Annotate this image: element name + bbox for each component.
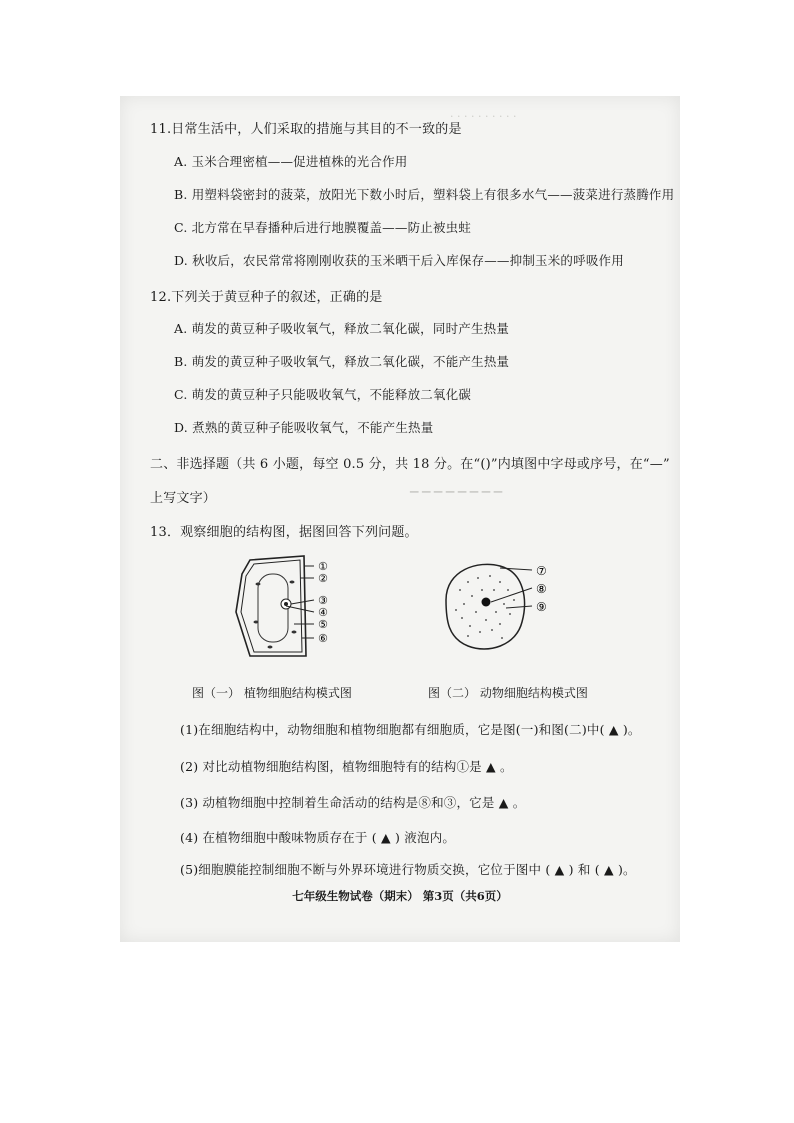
question-12-stem: 12.下列关于黄豆种子的叙述，正确的是: [150, 290, 383, 305]
question-12-option-c: C. 萌发的黄豆种子只能吸收氧气，不能释放二氧化碳: [174, 387, 472, 402]
plant-label-3: ③: [318, 594, 328, 607]
plant-label-2: ②: [318, 572, 328, 585]
question-12-option-a: A. 萌发的黄豆种子吸收氧气，释放二氧化碳，同时产生热量: [174, 321, 510, 336]
page-footer: 七年级生物试卷（期末） 第3页（共6页）: [292, 889, 508, 903]
section-2-heading-cont: 上写文字）: [150, 491, 217, 506]
question-11-option-b: B. 用塑料袋密封的菠菜，放阳光下数小时后，塑料袋上有很多水气——菠菜进行蒸腾作用: [174, 187, 675, 202]
question-11-option-c: C. 北方常在早春播种后进行地膜覆盖——防止被虫蛀: [174, 220, 472, 235]
plant-cell-diagram: [228, 552, 358, 664]
question-12-option-b: B. 萌发的黄豆种子吸收氧气，释放二氧化碳，不能产生热量: [174, 354, 510, 369]
figure-1-caption: 图（一） 植物细胞结构模式图: [192, 686, 352, 700]
exam-page: [120, 96, 680, 942]
section-2-heading: 二、非选择题（共 6 小题，每空 0.5 分，共 18 分。在“()”内填图中字母或序号，在“—”: [150, 457, 670, 472]
question-11-option-a: A. 玉米合理密植——促进植株的光合作用: [174, 154, 408, 169]
figure-2-caption: 图（二） 动物细胞结构模式图: [428, 686, 588, 700]
animal-cell-diagram: [438, 560, 568, 656]
question-13-part-2: (2) 对比动植物细胞结构图，植物细胞特有的结构①是 ▲ 。: [180, 759, 513, 774]
bleed-through-text: ▁ ▁ ▁ ▁ ▁ ▁ ▁ ▁: [410, 480, 503, 493]
question-11-option-d: D. 秋收后，农民常常将刚刚收获的玉米晒干后入库保存——抑制玉米的呼吸作用: [174, 253, 624, 268]
question-13-part-3: (3) 动植物细胞中控制着生命活动的结构是⑧和③，它是 ▲ 。: [180, 795, 526, 810]
animal-label-7: ⑦: [536, 564, 547, 578]
question-13-stem: 13．观察细胞的结构图，据图回答下列问题。: [150, 525, 418, 540]
question-12-option-d: D. 煮熟的黄豆种子能吸收氧气，不能产生热量: [174, 420, 434, 435]
plant-label-4: ④: [318, 606, 328, 619]
question-13-part-4: (4) 在植物细胞中酸味物质存在于 ( ▲ ) 液泡内。: [180, 830, 456, 845]
question-13-part-1: (1)在细胞结构中，动物细胞和植物细胞都有细胞质，它是图(一)和图(二)中( ▲ )。: [180, 722, 641, 737]
question-13-part-5: (5)细胞膜能控制细胞不断与外界环境进行物质交换，它位于图中 ( ▲ ) 和 ( ▲ )。: [180, 862, 636, 877]
animal-label-8: ⑧: [536, 582, 547, 596]
animal-label-9: ⑨: [536, 600, 547, 614]
plant-label-1: ①: [318, 560, 328, 573]
question-11-stem: 11.日常生活中，人们采取的措施与其目的不一致的是: [150, 122, 462, 137]
plant-label-5: ⑤: [318, 618, 328, 631]
bleed-through-text: · · · · · · · · · ·: [450, 110, 517, 123]
plant-label-6: ⑥: [318, 632, 328, 645]
